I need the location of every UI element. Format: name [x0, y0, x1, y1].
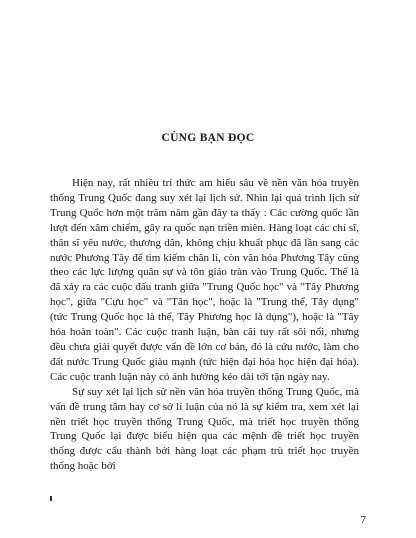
- body-text: [50, 176, 359, 474]
- paragraph-2: Sự suy xét lại lịch sử nền văn hóa truyền thống Trung Quốc, mà vấn đề trung tâm hay cơ sở lí luận của nó là sự kiểm tra, xem xét lại nền triết học truyền thống Trung Quốc, mà triết học truyền thống Trung Quốc lại được biểu hiện qua các mệnh đề triết học truyền thống được cấu thành bởi hàng loạt các phạm trù triết học truyền thống hoặc bởi: [50, 385, 359, 473]
- page-number: 7: [360, 514, 366, 526]
- page-title: CÙNG BẠN ĐỌC: [161, 132, 255, 144]
- print-mark: [50, 496, 52, 501]
- paragraph-1: Hiện nay, rất nhiều trí thức am hiểu sâu về nền văn hóa truyền thống Trung Quốc đang suy xét lại lịch sử. Nhìn lại quá trình lịch sử Trung Quốc hơn một trăm năm gần đây ta thấy : Các cường quốc lần lượt đến xâm chiếm, gây ra quốc nạn triền miên. Hàng loạt các chí sĩ, thân sĩ yêu nước, thương dân, không chịu khuất phục đã lần sang các nước Phương Tây để tìm kiếm chân lí, còn văn hóa Phương Tây cũng theo các lực lượng quân sự và tôn giáo tràn vào Trung Quốc. Thế là đã xảy ra các cuộc đấu tranh giữa "Trung Quốc học" và "Tây Phương học", giữa "Cựu học" và "Tân học", hoặc là "Trung thể, Tây dụng" (tức Trung Quốc học là thể, Tây Phương học là dụng"), hoặc là "Tây hóa hoàn toàn". Các cuộc tranh luận, bàn cãi tuy rất sôi nổi, nhưng đều chưa giải quyết được vấn đề lớn cơ bản, đó là cứu nước, làm cho đất nước Trung Quốc giàu mạnh (tức hiện đại hóa học hiện đại hóa). Các cuộc tranh luận này có ảnh hưởng kéo dài tới tận ngày nay.: [50, 177, 359, 383]
